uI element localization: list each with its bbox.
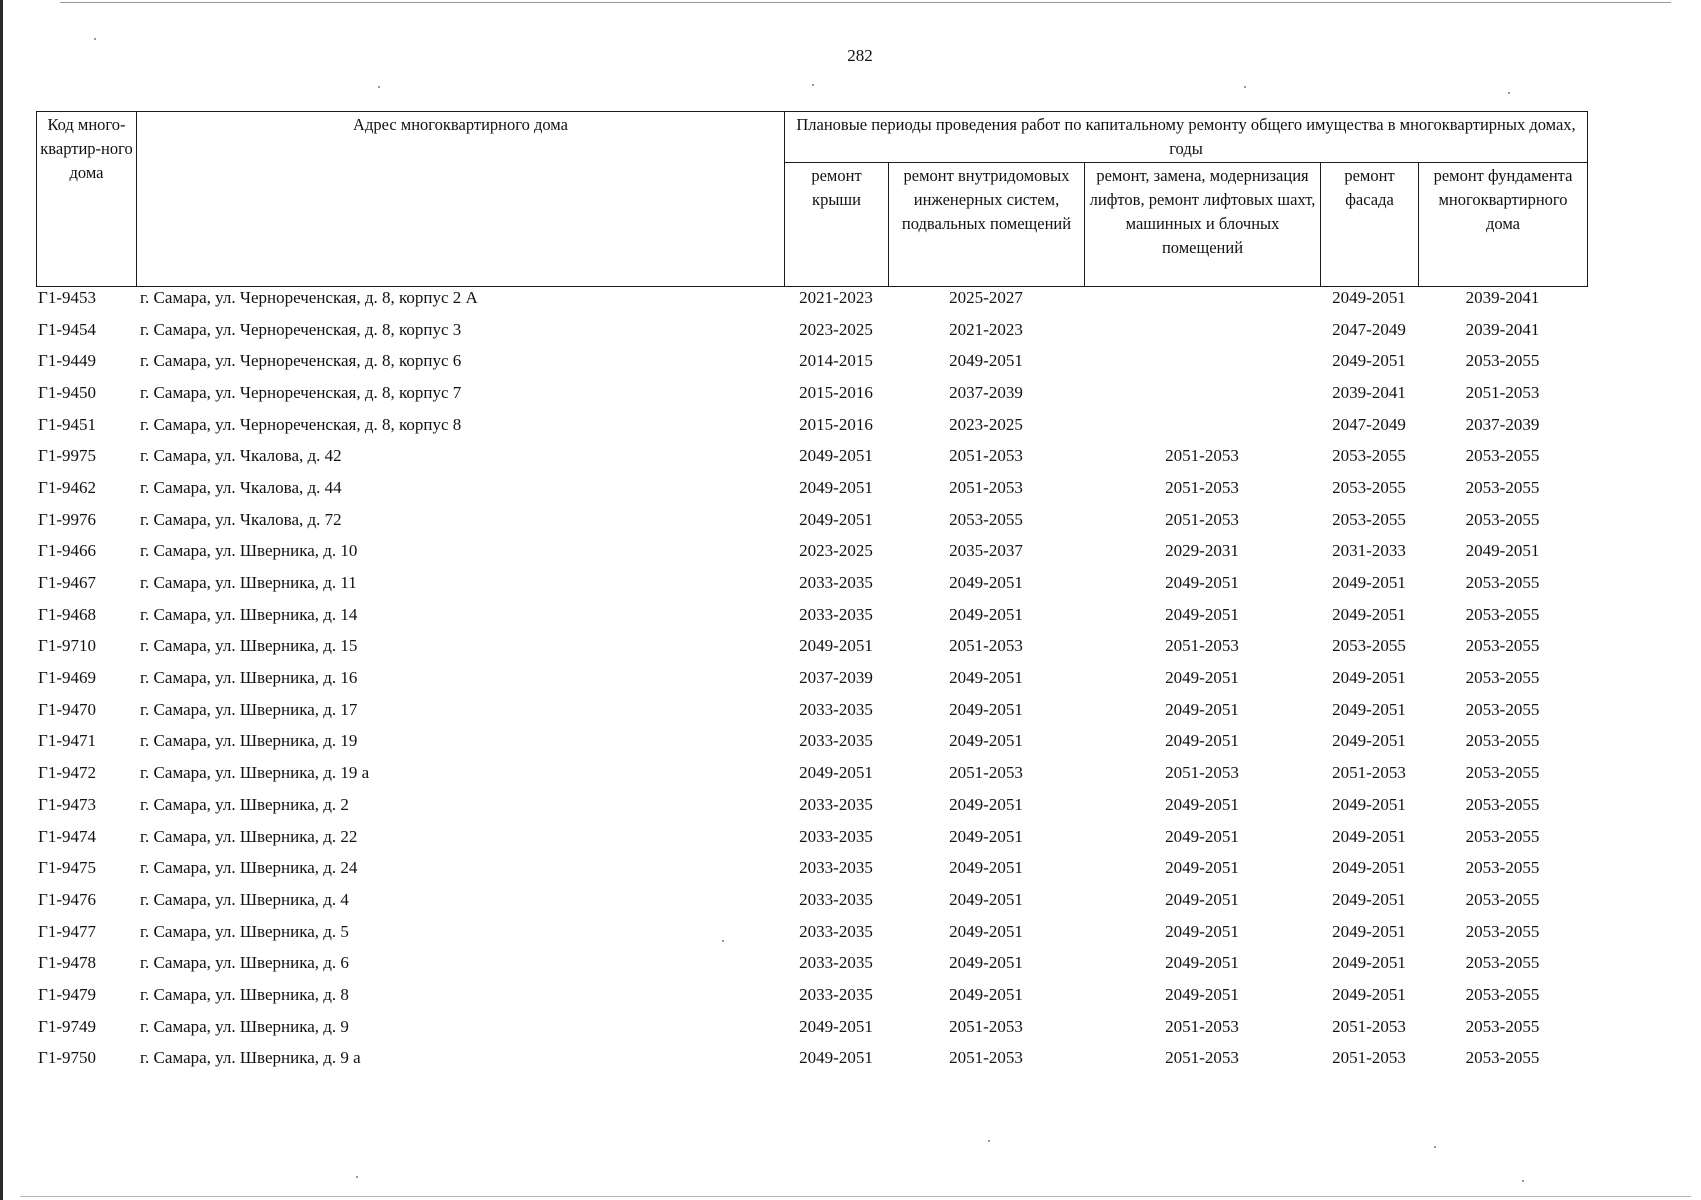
- cell-code: Г1-9466: [38, 541, 96, 561]
- cell-foundation: 2053-2055: [1465, 921, 1540, 941]
- speck: [812, 84, 814, 86]
- cell-roof: 2049-2051: [799, 509, 873, 529]
- cell-address: г. Самара, ул. Шверника, д. 6: [140, 953, 349, 973]
- cell-code: Г1-9476: [38, 889, 96, 909]
- cell-facade: 2049-2051: [1332, 889, 1406, 909]
- cell-address: г. Самара, ул. Шверника, д. 15: [140, 636, 358, 656]
- cell-facade: 2049-2051: [1332, 921, 1406, 941]
- cell-code: Г1-9468: [38, 604, 96, 624]
- cell-foundation: 2053-2055: [1465, 446, 1540, 466]
- cell-facade: 2047-2049: [1332, 319, 1406, 339]
- cell-roof: 2033-2035: [799, 984, 873, 1004]
- cell-address: г. Самара, ул. Шверника, д. 17: [140, 699, 358, 719]
- cell-code: Г1-9749: [38, 1016, 96, 1036]
- cell-elevators: 2051-2053: [1165, 509, 1239, 529]
- cell-elevators: 2049-2051: [1165, 921, 1239, 941]
- cell-roof: 2023-2025: [799, 319, 873, 339]
- speck: [1434, 1146, 1436, 1148]
- cell-address: г. Самара, ул. Шверника, д. 5: [140, 921, 349, 941]
- cell-address: г. Самара, ул. Чкалова, д. 44: [140, 477, 342, 497]
- cell-code: Г1-9750: [38, 1048, 96, 1068]
- cell-engineering: 2021-2023: [949, 319, 1023, 339]
- speck: [94, 38, 96, 40]
- cell-engineering: 2037-2039: [949, 382, 1023, 402]
- cell-foundation: 2053-2055: [1465, 477, 1540, 497]
- cell-engineering: 2049-2051: [949, 604, 1023, 624]
- table-row: [36, 726, 1587, 758]
- cell-facade: 2053-2055: [1332, 509, 1406, 529]
- cell-address: г. Самара, ул. Шверника, д. 9: [140, 1016, 349, 1036]
- cell-address: г. Самара, ул. Шверника, д. 11: [140, 573, 357, 593]
- cell-elevators: [1084, 409, 1320, 441]
- cell-facade: 2049-2051: [1332, 287, 1406, 307]
- table-row: [36, 409, 1587, 441]
- cell-foundation: 2053-2055: [1465, 953, 1540, 973]
- cell-engineering: 2049-2051: [949, 889, 1023, 909]
- cell-elevators: 2049-2051: [1165, 858, 1239, 878]
- cell-engineering: 2049-2051: [949, 668, 1023, 688]
- cell-engineering: 2049-2051: [949, 826, 1023, 846]
- cell-elevators: [1084, 377, 1320, 409]
- cell-elevators: 2049-2051: [1165, 889, 1239, 909]
- speck: [356, 1176, 358, 1178]
- cell-facade: 2053-2055: [1332, 446, 1406, 466]
- cell-code: Г1-9474: [38, 826, 96, 846]
- cell-roof: 2015-2016: [799, 414, 873, 434]
- cell-elevators: [1084, 282, 1320, 314]
- cell-engineering: 2051-2053: [949, 1048, 1023, 1068]
- cell-code: Г1-9975: [38, 446, 96, 466]
- cell-facade: 2049-2051: [1332, 794, 1406, 814]
- cell-elevators: 2051-2053: [1165, 763, 1239, 783]
- cell-address: г. Самара, ул. Шверника, д. 10: [140, 541, 358, 561]
- cell-engineering: 2023-2025: [949, 414, 1023, 434]
- header-code: Код много-квартир-ного дома: [37, 112, 137, 287]
- cell-code: Г1-9451: [38, 414, 96, 434]
- speck: [378, 86, 380, 88]
- cell-foundation: 2053-2055: [1465, 1048, 1540, 1068]
- cell-elevators: 2049-2051: [1165, 826, 1239, 846]
- cell-code: Г1-9467: [38, 573, 96, 593]
- cell-facade: 2049-2051: [1332, 573, 1406, 593]
- cell-foundation: 2039-2041: [1465, 319, 1540, 339]
- cell-engineering: 2051-2053: [949, 763, 1023, 783]
- cell-facade: 2049-2051: [1332, 826, 1406, 846]
- cell-engineering: 2049-2051: [949, 984, 1023, 1004]
- cell-facade: 2053-2055: [1332, 477, 1406, 497]
- cell-engineering: 2049-2051: [949, 794, 1023, 814]
- cell-elevators: 2051-2053: [1165, 477, 1239, 497]
- cell-address: г. Самара, ул. Чернореченская, д. 8, корпус 2 А: [140, 287, 478, 307]
- cell-elevators: 2049-2051: [1165, 604, 1239, 624]
- cell-elevators: [1084, 314, 1320, 346]
- cell-code: Г1-9473: [38, 794, 96, 814]
- cell-engineering: 2049-2051: [949, 858, 1023, 878]
- cell-foundation: 2051-2053: [1465, 382, 1540, 402]
- cell-roof: 2037-2039: [799, 668, 873, 688]
- speck: [988, 1140, 990, 1142]
- table-row: [36, 1043, 1587, 1075]
- table-row: [36, 884, 1587, 916]
- cell-address: г. Самара, ул. Чкалова, д. 42: [140, 446, 342, 466]
- cell-roof: 2033-2035: [799, 889, 873, 909]
- cell-elevators: 2049-2051: [1165, 953, 1239, 973]
- cell-roof: 2015-2016: [799, 382, 873, 402]
- cell-code: Г1-9449: [38, 351, 96, 371]
- cell-facade: 2051-2053: [1332, 1048, 1406, 1068]
- cell-roof: 2049-2051: [799, 446, 873, 466]
- cell-facade: 2049-2051: [1332, 984, 1406, 1004]
- cell-engineering: 2049-2051: [949, 351, 1023, 371]
- cell-address: г. Самара, ул. Шверника, д. 2: [140, 794, 349, 814]
- cell-roof: 2033-2035: [799, 858, 873, 878]
- cell-facade: 2047-2049: [1332, 414, 1406, 434]
- table-row: [36, 440, 1587, 472]
- scan-left-edge: [0, 0, 3, 1200]
- table-row: [36, 694, 1587, 726]
- cell-roof: 2014-2015: [799, 351, 873, 371]
- cell-engineering: 2049-2051: [949, 953, 1023, 973]
- cell-foundation: 2053-2055: [1465, 604, 1540, 624]
- table-row: [36, 821, 1587, 853]
- cell-facade: 2049-2051: [1332, 604, 1406, 624]
- cell-code: Г1-9479: [38, 984, 96, 1004]
- cell-engineering: 2049-2051: [949, 699, 1023, 719]
- cell-engineering: 2025-2027: [949, 287, 1023, 307]
- cell-facade: 2053-2055: [1332, 636, 1406, 656]
- cell-elevators: 2049-2051: [1165, 573, 1239, 593]
- cell-elevators: 2049-2051: [1165, 699, 1239, 719]
- cell-roof: 2023-2025: [799, 541, 873, 561]
- table-row: [36, 282, 1587, 314]
- cell-code: Г1-9471: [38, 731, 96, 751]
- scan-top-rule: [60, 2, 1671, 3]
- cell-roof: 2049-2051: [799, 636, 873, 656]
- table-row: [36, 631, 1587, 663]
- cell-roof: 2033-2035: [799, 573, 873, 593]
- table-row: [36, 504, 1587, 536]
- cell-facade: 2039-2041: [1332, 382, 1406, 402]
- table-row: [36, 314, 1587, 346]
- cell-foundation: 2053-2055: [1465, 636, 1540, 656]
- cell-address: г. Самара, ул. Шверника, д. 4: [140, 889, 349, 909]
- cell-code: Г1-9450: [38, 382, 96, 402]
- table-row: [36, 472, 1587, 504]
- cell-foundation: 2039-2041: [1465, 287, 1540, 307]
- cell-elevators: 2051-2053: [1165, 636, 1239, 656]
- cell-elevators: 2049-2051: [1165, 668, 1239, 688]
- cell-address: г. Самара, ул. Шверника, д. 19: [140, 731, 358, 751]
- cell-roof: 2049-2051: [799, 1048, 873, 1068]
- table-header: [36, 111, 1588, 287]
- cell-foundation: 2053-2055: [1465, 889, 1540, 909]
- header-roof: ремонт крыши: [785, 163, 889, 287]
- cell-address: г. Самара, ул. Шверника, д. 19 а: [140, 763, 370, 783]
- table-row: [36, 979, 1587, 1011]
- header-facade: ремонт фасада: [1321, 163, 1419, 287]
- cell-address: г. Самара, ул. Чернореченская, д. 8, корпус 7: [140, 382, 462, 402]
- cell-engineering: 2049-2051: [949, 573, 1023, 593]
- header-elevators: ремонт, замена, модернизация лифтов, ремонт лифтовых шахт, машинных и блочных помещений: [1085, 163, 1321, 287]
- cell-foundation: 2053-2055: [1465, 573, 1540, 593]
- table-row: [36, 852, 1587, 884]
- table-row: [36, 599, 1587, 631]
- cell-roof: 2033-2035: [799, 731, 873, 751]
- cell-roof: 2033-2035: [799, 826, 873, 846]
- cell-address: г. Самара, ул. Шверника, д. 9 а: [140, 1048, 361, 1068]
- cell-code: Г1-9470: [38, 699, 96, 719]
- cell-facade: 2051-2053: [1332, 763, 1406, 783]
- cell-facade: 2049-2051: [1332, 351, 1406, 371]
- cell-engineering: 2051-2053: [949, 446, 1023, 466]
- cell-facade: 2049-2051: [1332, 953, 1406, 973]
- cell-engineering: 2051-2053: [949, 636, 1023, 656]
- cell-code: Г1-9710: [38, 636, 96, 656]
- cell-elevators: 2029-2031: [1165, 541, 1239, 561]
- cell-elevators: 2051-2053: [1165, 1048, 1239, 1068]
- cell-elevators: 2051-2053: [1165, 1016, 1239, 1036]
- cell-address: г. Самара, ул. Шверника, д. 14: [140, 604, 358, 624]
- cell-roof: 2033-2035: [799, 953, 873, 973]
- cell-roof: 2033-2035: [799, 794, 873, 814]
- cell-roof: 2033-2035: [799, 921, 873, 941]
- cell-code: Г1-9472: [38, 763, 96, 783]
- cell-foundation: 2053-2055: [1465, 731, 1540, 751]
- cell-roof: 2049-2051: [799, 477, 873, 497]
- cell-facade: 2051-2053: [1332, 1016, 1406, 1036]
- table-row: [36, 916, 1587, 948]
- table-row: [36, 757, 1587, 789]
- cell-roof: 2049-2051: [799, 1016, 873, 1036]
- cell-elevators: 2049-2051: [1165, 731, 1239, 751]
- cell-code: Г1-9469: [38, 668, 96, 688]
- cell-foundation: 2053-2055: [1465, 699, 1540, 719]
- cell-elevators: 2051-2053: [1165, 446, 1239, 466]
- cell-code: Г1-9453: [38, 287, 96, 307]
- cell-engineering: 2049-2051: [949, 731, 1023, 751]
- table-row: [36, 662, 1587, 694]
- cell-foundation: 2053-2055: [1465, 826, 1540, 846]
- page-number: 282: [847, 46, 873, 65]
- cell-facade: 2031-2033: [1332, 541, 1406, 561]
- header-address: Адрес многоквартирного дома: [137, 112, 785, 287]
- speck: [1522, 1180, 1524, 1182]
- cell-address: г. Самара, ул. Шверника, д. 22: [140, 826, 358, 846]
- cell-foundation: 2053-2055: [1465, 858, 1540, 878]
- cell-engineering: 2049-2051: [949, 921, 1023, 941]
- cell-facade: 2049-2051: [1332, 699, 1406, 719]
- cell-engineering: 2051-2053: [949, 477, 1023, 497]
- cell-facade: 2049-2051: [1332, 858, 1406, 878]
- scan-bottom-rule: [20, 1196, 1691, 1197]
- cell-address: г. Самара, ул. Шверника, д. 24: [140, 858, 358, 878]
- cell-engineering: 2051-2053: [949, 1016, 1023, 1036]
- cell-address: г. Самара, ул. Чернореченская, д. 8, корпус 3: [140, 319, 462, 339]
- cell-foundation: 2037-2039: [1465, 414, 1540, 434]
- cell-code: Г1-9477: [38, 921, 96, 941]
- table-row: [36, 377, 1587, 409]
- cell-roof: 2033-2035: [799, 604, 873, 624]
- header-periods-group: Плановые периоды проведения работ по капитальному ремонту общего имущества в многоквартирных домах, годы: [785, 112, 1588, 163]
- cell-foundation: 2053-2055: [1465, 984, 1540, 1004]
- cell-foundation: 2053-2055: [1465, 351, 1540, 371]
- cell-foundation: 2053-2055: [1465, 794, 1540, 814]
- cell-address: г. Самара, ул. Чернореченская, д. 8, корпус 8: [140, 414, 462, 434]
- cell-code: Г1-9462: [38, 477, 96, 497]
- table-body: [36, 282, 1587, 1074]
- cell-roof: 2033-2035: [799, 699, 873, 719]
- cell-engineering: 2035-2037: [949, 541, 1023, 561]
- cell-foundation: 2053-2055: [1465, 668, 1540, 688]
- cell-code: Г1-9478: [38, 953, 96, 973]
- speck: [1244, 86, 1246, 88]
- cell-foundation: 2053-2055: [1465, 1016, 1540, 1036]
- cell-elevators: 2049-2051: [1165, 984, 1239, 1004]
- cell-engineering: 2053-2055: [949, 509, 1023, 529]
- cell-foundation: 2049-2051: [1465, 541, 1540, 561]
- table-row: [36, 345, 1587, 377]
- cell-foundation: 2053-2055: [1465, 763, 1540, 783]
- cell-address: г. Самара, ул. Шверника, д. 8: [140, 984, 349, 1004]
- cell-foundation: 2053-2055: [1465, 509, 1540, 529]
- cell-code: Г1-9475: [38, 858, 96, 878]
- cell-code: Г1-9976: [38, 509, 96, 529]
- table-row: [36, 947, 1587, 979]
- table-row: [36, 789, 1587, 821]
- cell-roof: 2049-2051: [799, 763, 873, 783]
- cell-address: г. Самара, ул. Чкалова, д. 72: [140, 509, 342, 529]
- table-rows: [36, 282, 1587, 1074]
- table-row: [36, 1011, 1587, 1043]
- table-row: [36, 536, 1587, 568]
- table-row: [36, 567, 1587, 599]
- speck: [1508, 92, 1510, 94]
- cell-address: г. Самара, ул. Шверника, д. 16: [140, 668, 358, 688]
- cell-facade: 2049-2051: [1332, 668, 1406, 688]
- cell-address: г. Самара, ул. Чернореченская, д. 8, корпус 6: [140, 351, 462, 371]
- header-foundation: ремонт фундамента многоквартирного дома: [1419, 163, 1588, 287]
- cell-roof: 2021-2023: [799, 287, 873, 307]
- cell-facade: 2049-2051: [1332, 731, 1406, 751]
- cell-code: Г1-9454: [38, 319, 96, 339]
- header-engineering: ремонт внутридомовых инженерных систем, подвальных помещений: [889, 163, 1085, 287]
- cell-elevators: 2049-2051: [1165, 794, 1239, 814]
- cell-elevators: [1084, 345, 1320, 377]
